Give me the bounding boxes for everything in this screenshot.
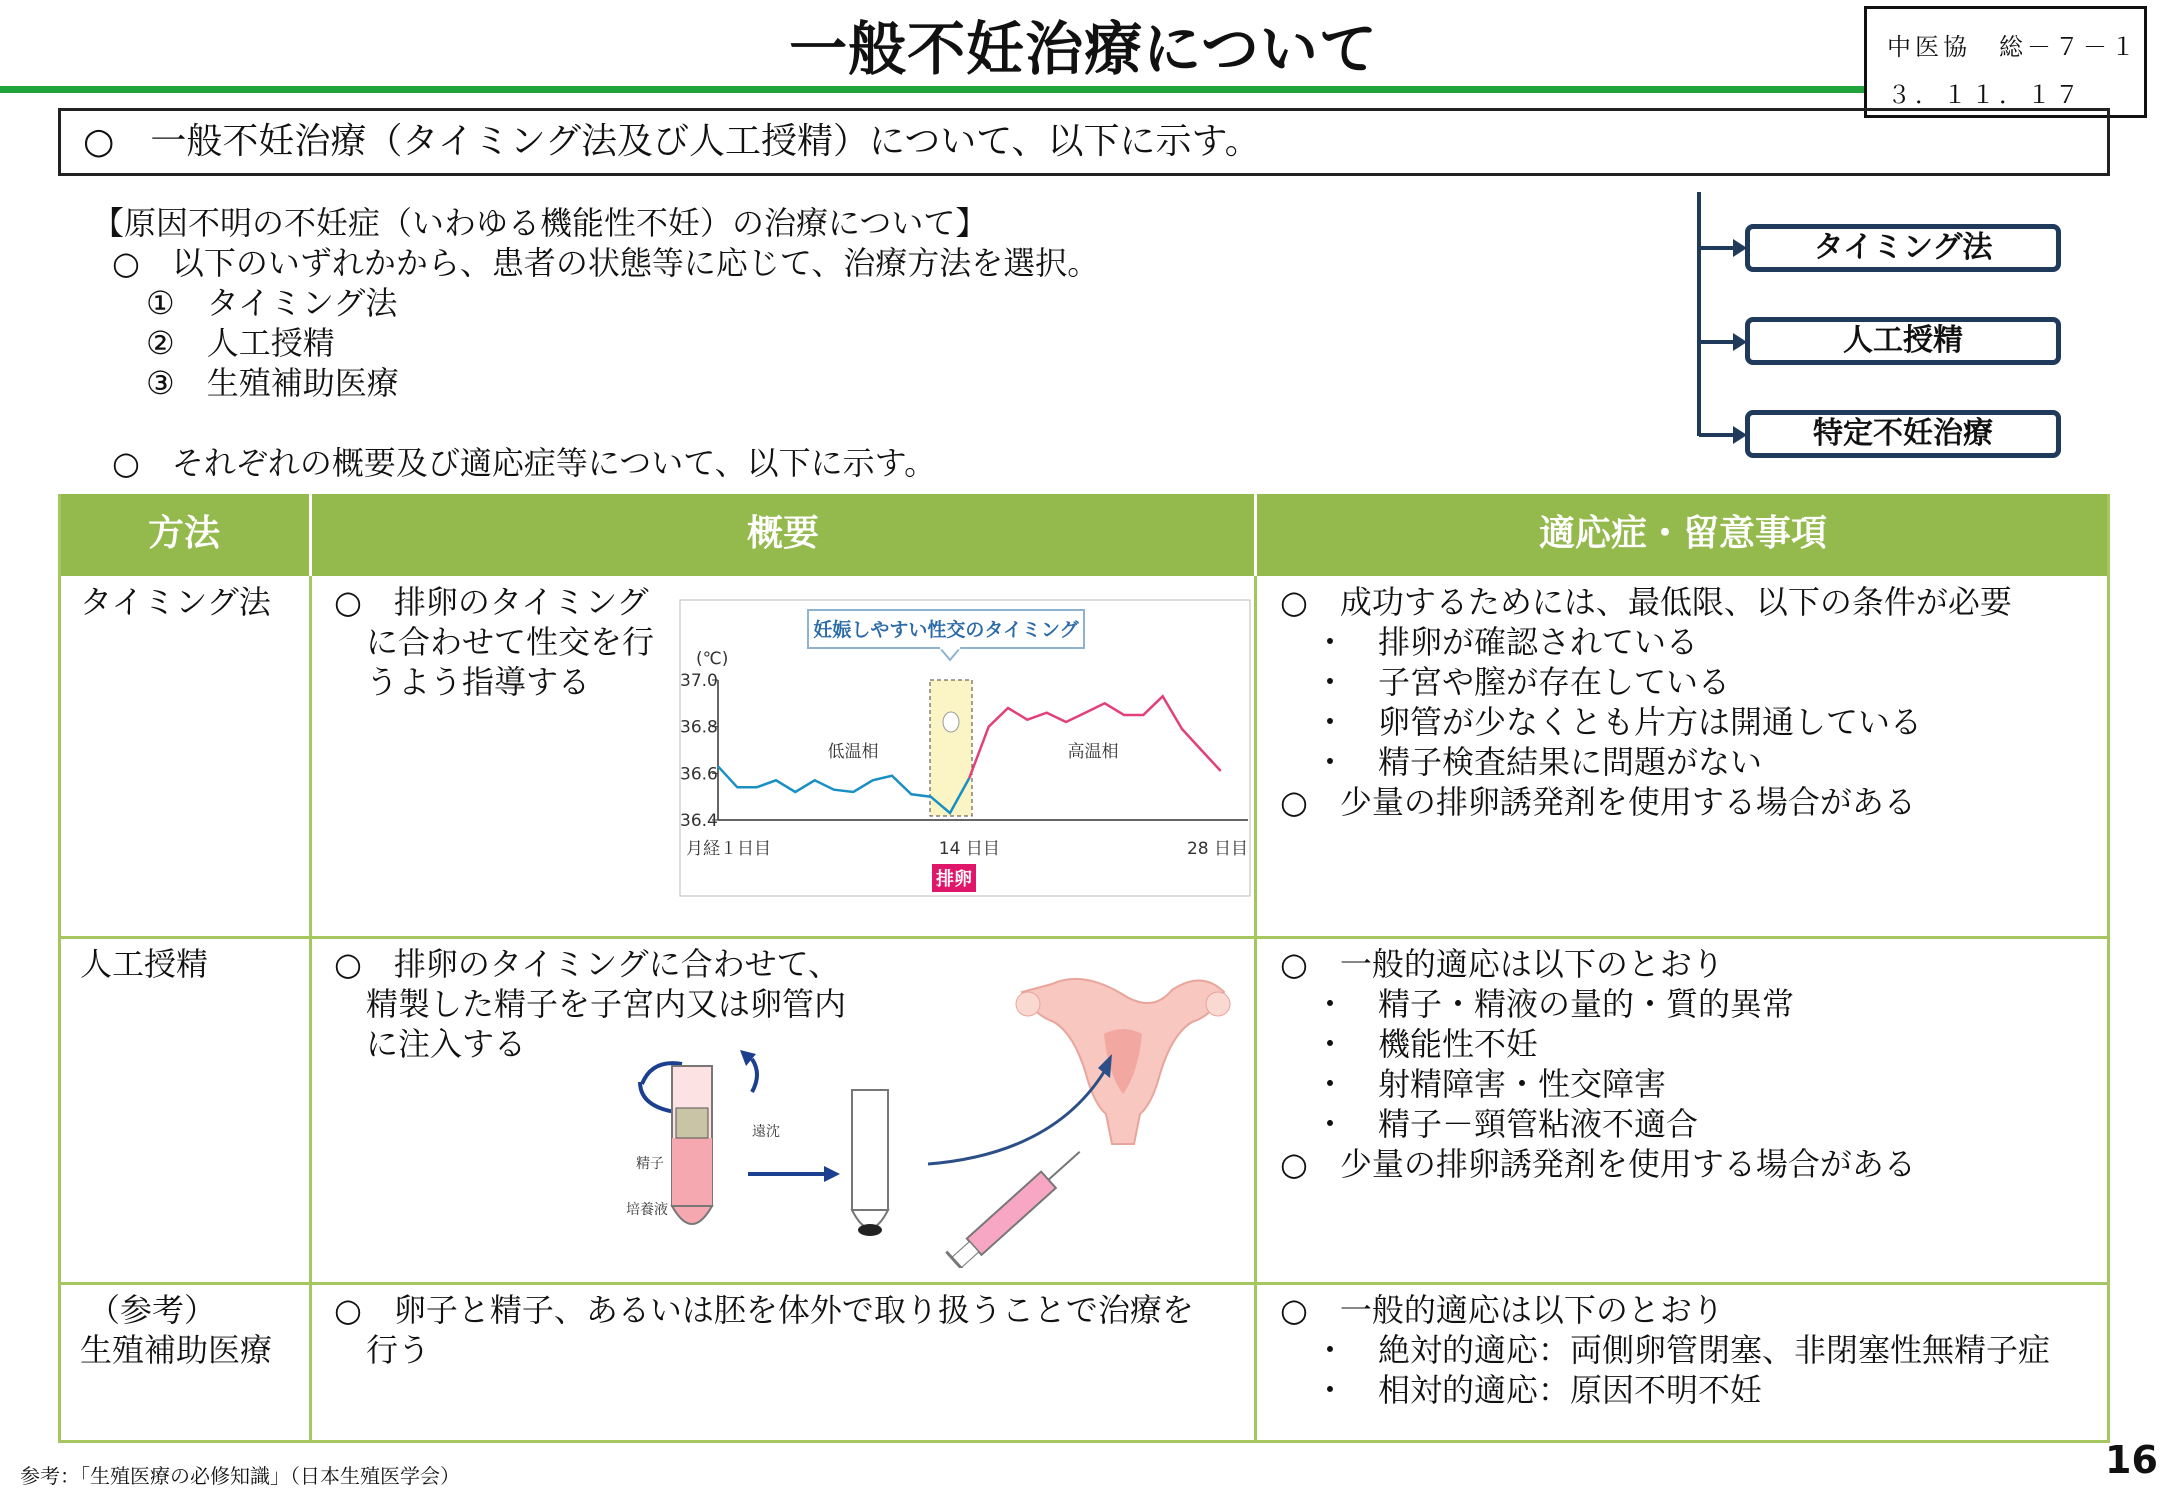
reference-box xyxy=(1864,6,2147,118)
method-insemination: 人工授精 xyxy=(80,945,209,983)
table-border xyxy=(2107,494,2110,1442)
summary-text: ○ それぞれの概要及び適応症等について、以下に示す。 xyxy=(112,444,937,482)
note-line: ・ 精子・精液の量的・質的異常 xyxy=(1314,985,1795,1023)
temperature-chart xyxy=(678,598,1252,898)
reference-line-1: 中医協 総－７－１ xyxy=(1887,33,2139,61)
method-ref: （参考） xyxy=(88,1291,217,1329)
page-number: 16 xyxy=(2105,1438,2158,1482)
reference-line-2: ３．１１．１７ xyxy=(1887,81,2083,109)
y-tick-label: 36.8 xyxy=(680,717,718,738)
note-line: ・ 精子－頸管粘液不適合 xyxy=(1314,1105,1699,1143)
y-tick-label: 36.4 xyxy=(680,811,718,831)
note-line: ○ 一般的適応は以下のとおり xyxy=(1280,945,1724,983)
tree-box-insemination: 人工授精 xyxy=(1745,317,2061,365)
table-border xyxy=(1254,494,1257,576)
option-art: ③ 生殖補助医療 xyxy=(146,364,399,402)
note-line: ○ 少量の排卵誘発剤を使用する場合がある xyxy=(1280,783,1916,821)
source-citation: 参考：「生殖医療の必修知識」（日本生殖医学会） xyxy=(20,1464,460,1488)
page-title: 一般不妊治療について xyxy=(789,15,1378,83)
note-line: ○ 一般的適応は以下のとおり xyxy=(1280,1291,1724,1329)
ovulation-window xyxy=(930,680,972,816)
option-insemination: ② 人工授精 xyxy=(146,324,335,362)
note-line: ○ 少量の排卵誘発剤を使用する場合がある xyxy=(1280,1145,1916,1183)
title-rule xyxy=(0,86,1865,93)
header-method: 方法 xyxy=(147,513,220,554)
row-divider xyxy=(58,1282,2110,1285)
intro-box: ○ 一般不妊治療（タイミング法及び人工授精）について、以下に示す。 xyxy=(58,108,2110,176)
x-tick-label: 14 日目 xyxy=(938,839,1000,859)
tree-branch xyxy=(1699,433,1735,437)
note-line: ・ 子宮や膣が存在している xyxy=(1314,663,1731,701)
note-line: ・ 相対的適応：原因不明不妊 xyxy=(1314,1371,1763,1409)
choose-text: ○ 以下のいずれかから、患者の状態等に応じて、治療方法を選択。 xyxy=(112,244,1100,282)
test-tube-icon xyxy=(672,1066,712,1224)
overview-line: うよう指導する xyxy=(334,663,591,701)
tree-branch xyxy=(1699,246,1735,250)
note-line: ・ 排卵が確認されている xyxy=(1314,623,1699,661)
table-border xyxy=(309,576,312,1442)
overview-line: に注入する xyxy=(334,1025,527,1063)
tree-branch xyxy=(1699,340,1735,344)
table-border xyxy=(58,494,61,1442)
note-line: ・ 射精障害・性交障害 xyxy=(1314,1065,1667,1103)
sperm-label: 精子 xyxy=(636,1156,664,1172)
x-tick-label: 月経１日目 xyxy=(686,839,771,859)
overview-line: 精製した精子を子宮内又は卵管内 xyxy=(334,985,847,1023)
arrow-icon xyxy=(928,1072,1104,1164)
high-phase-label: 高温相 xyxy=(1067,742,1119,762)
method-timing: タイミング法 xyxy=(80,583,271,621)
table-border xyxy=(1254,576,1257,1442)
y-tick-label: 37.0 xyxy=(680,671,718,691)
note-line: ・ 精子検査結果に問題がない xyxy=(1314,743,1763,781)
callout-text: 妊娠しやすい性交のタイミング xyxy=(813,619,1079,641)
header-overview: 概要 xyxy=(746,513,819,554)
tree-connector xyxy=(1697,192,1701,436)
uterus-icon xyxy=(1016,979,1230,1144)
table-border xyxy=(58,1440,2110,1443)
x-tick-label: 28 日目 xyxy=(1186,839,1248,859)
overview-line: 行う xyxy=(334,1331,431,1369)
low-phase-label: 低温相 xyxy=(827,742,879,762)
note-line: ○ 成功するためには、最低限、以下の条件が必要 xyxy=(1280,583,2012,621)
note-line: ・ 卵管が少なくとも片方は開通している xyxy=(1314,703,1923,741)
option-timing: ① タイミング法 xyxy=(146,284,398,322)
header-notes: 適応症・留意事項 xyxy=(1538,513,1827,554)
tree-box-specific: 特定不妊治療 xyxy=(1745,410,2061,458)
overview-line: ○ 卵子と精子、あるいは胚を体外で取り扱うことで治療を xyxy=(334,1291,1194,1329)
y-unit: (℃) xyxy=(696,649,729,669)
medium-label: 培養液 xyxy=(626,1202,668,1218)
insemination-illustration xyxy=(612,964,1252,1268)
tree-box-timing: タイミング法 xyxy=(1745,224,2061,272)
section-heading: 【原因不明の不妊症（いわゆる機能性不妊）の治療について】 xyxy=(92,204,988,242)
note-line: ・ 絶対的適応：両側卵管閉塞、非閉塞性無精子症 xyxy=(1314,1331,2051,1369)
method-art: 生殖補助医療 xyxy=(80,1331,273,1369)
overview-line: に合わせて性交を行 xyxy=(334,623,655,661)
y-tick-label: 36.6 xyxy=(680,764,718,785)
ovulation-label: 排卵 xyxy=(936,869,972,890)
note-line: ・ 機能性不妊 xyxy=(1314,1025,1539,1063)
overview-line: ○ 排卵のタイミング xyxy=(334,583,649,621)
egg-icon xyxy=(943,712,959,732)
row-divider xyxy=(58,936,2110,939)
centrifuge-label: 遠沈 xyxy=(752,1124,780,1140)
overview-line: ○ 排卵のタイミングに合わせて、 xyxy=(334,945,841,983)
test-tube-icon xyxy=(852,1090,888,1236)
